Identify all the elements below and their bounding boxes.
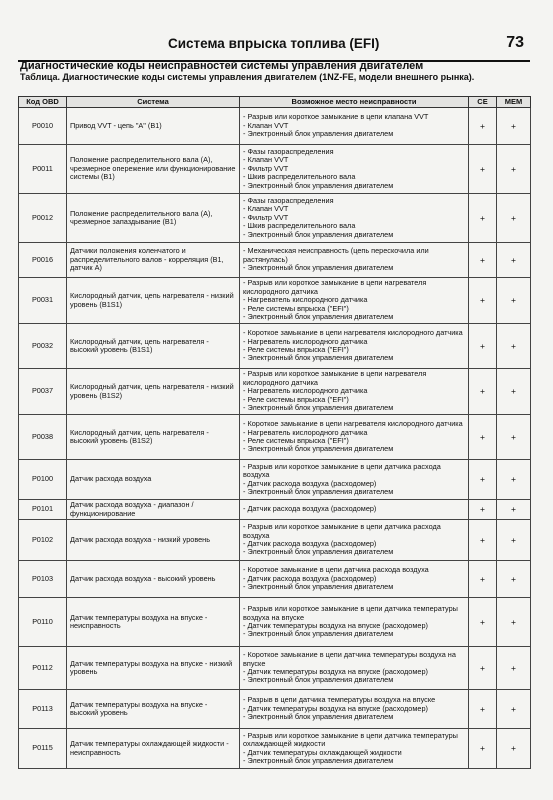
obd-code: P0103 — [19, 561, 67, 598]
system-description: Положение распределительного вала (A), чрезмерное запаздывание (B1) — [67, 194, 240, 243]
ce-mark: + — [469, 324, 497, 369]
ce-mark: + — [469, 108, 497, 145]
mem-mark: + — [497, 500, 531, 520]
possible-cause: - Разрыв или короткое замыкание в цепи датчика расхода воздуха - Датчик расхода воздуха (расходомер) - Электронный блок управления двигателем — [240, 520, 469, 561]
obd-code: P0038 — [19, 415, 67, 460]
possible-cause: - Разрыв или короткое замыкание в цепи клапана VVT - Клапан VVT - Электронный блок управления двигателем — [240, 108, 469, 145]
table-row — [19, 194, 531, 243]
obd-code: P0115 — [19, 729, 67, 769]
mem-mark: + — [497, 243, 531, 278]
table-row — [19, 145, 531, 194]
ce-mark: + — [469, 690, 497, 729]
table-caption: Таблица. Диагностические коды системы управления двигателем (1NZ-FE, модели внешнего рынка). — [20, 72, 475, 82]
ce-mark: + — [469, 460, 497, 500]
system-description: Датчики положения коленчатого и распределительного валов - корреляция (B1, датчик A) — [67, 243, 240, 278]
ce-mark: + — [469, 278, 497, 324]
system-description: Датчик расхода воздуха — [67, 460, 240, 500]
system-description: Положение распределительного вала (A), чрезмерное опережение или функционирование системы (B1) — [67, 145, 240, 194]
column-header-cause: Возможное место неисправности — [240, 97, 469, 108]
mem-mark: + — [497, 729, 531, 769]
system-description: Привод VVT - цепь "A" (B1) — [67, 108, 240, 145]
system-description: Датчик расхода воздуха - низкий уровень — [67, 520, 240, 561]
ce-mark: + — [469, 729, 497, 769]
mem-mark: + — [497, 324, 531, 369]
page-title: Система впрыска топлива (EFI) — [168, 36, 380, 51]
table-row — [19, 460, 531, 500]
mem-mark: + — [497, 690, 531, 729]
obd-code: P0037 — [19, 369, 67, 415]
table-row — [19, 647, 531, 690]
column-header-mem: MEM — [497, 97, 531, 108]
ce-mark: + — [469, 194, 497, 243]
obd-code: P0010 — [19, 108, 67, 145]
table-row — [19, 369, 531, 415]
system-description: Кислородный датчик, цепь нагревателя - низкий уровень (B1S2) — [67, 369, 240, 415]
ce-mark: + — [469, 561, 497, 598]
obd-code: P0100 — [19, 460, 67, 500]
ce-mark: + — [469, 500, 497, 520]
column-header-code: Код OBD — [19, 97, 67, 108]
page-header — [18, 34, 530, 62]
mem-mark: + — [497, 145, 531, 194]
mem-mark: + — [497, 194, 531, 243]
obd-code: P0112 — [19, 647, 67, 690]
table-row — [19, 729, 531, 769]
ce-mark: + — [469, 145, 497, 194]
obd-code: P0113 — [19, 690, 67, 729]
table-row — [19, 690, 531, 729]
table-row — [19, 108, 531, 145]
mem-mark: + — [497, 460, 531, 500]
mem-mark: + — [497, 278, 531, 324]
table-row — [19, 500, 531, 520]
obd-code: P0102 — [19, 520, 67, 561]
ce-mark: + — [469, 243, 497, 278]
possible-cause: - Короткое замыкание в цепи нагревателя кислородного датчика - Нагреватель кислородного датчика - Реле системы впрыска ("EFI") - Электронный блок управления двигателем — [240, 415, 469, 460]
possible-cause: - Разрыв в цепи датчика температуры воздуха на впуске - Датчик температуры воздуха на впуске (расходомер) - Электронный блок управления двигателем — [240, 690, 469, 729]
mem-mark: + — [497, 598, 531, 647]
column-header-ce: CE — [469, 97, 497, 108]
system-description: Датчик расхода воздуха - диапазон / функционирование — [67, 500, 240, 520]
table-row — [19, 324, 531, 369]
table-row — [19, 598, 531, 647]
system-description: Датчик температуры воздуха на впуске - неисправность — [67, 598, 240, 647]
ce-mark: + — [469, 598, 497, 647]
obd-code: P0032 — [19, 324, 67, 369]
table-row — [19, 520, 531, 561]
mem-mark: + — [497, 520, 531, 561]
column-header-system: Система — [67, 97, 240, 108]
system-description: Кислородный датчик, цепь нагревателя - высокий уровень (B1S1) — [67, 324, 240, 369]
system-description: Датчик температуры воздуха на впуске - высокий уровень — [67, 690, 240, 729]
possible-cause: - Короткое замыкание в цепи датчика температуры воздуха на впуске - Датчик температуры воздуха на впуске (расходомер) - Электронный блок управления двигателем — [240, 647, 469, 690]
table-row — [19, 243, 531, 278]
mem-mark: + — [497, 647, 531, 690]
mem-mark: + — [497, 369, 531, 415]
mem-mark: + — [497, 415, 531, 460]
ce-mark: + — [469, 647, 497, 690]
possible-cause: - Датчик расхода воздуха (расходомер) — [240, 500, 469, 520]
obd-code: P0031 — [19, 278, 67, 324]
possible-cause: - Разрыв или короткое замыкание в цепи датчика температуры воздуха на впуске - Датчик температуры воздуха на впуске (расходомер) - Электронный блок управления двигателем — [240, 598, 469, 647]
ce-mark: + — [469, 369, 497, 415]
obd-code: P0016 — [19, 243, 67, 278]
section-heading: Диагностические коды неисправностей системы управления двигателем — [20, 60, 424, 72]
possible-cause: - Фазы газораспределения - Клапан VVT - Фильтр VVT - Шкив распределительного вала - Электронный блок управления двигателем — [240, 194, 469, 243]
dtc-table — [18, 96, 531, 769]
obd-code: P0011 — [19, 145, 67, 194]
ce-mark: + — [469, 520, 497, 561]
system-description: Датчик расхода воздуха - высокий уровень — [67, 561, 240, 598]
table-row — [19, 278, 531, 324]
system-description: Кислородный датчик, цепь нагревателя - высокий уровень (B1S2) — [67, 415, 240, 460]
possible-cause: - Разрыв или короткое замыкание в цепи нагревателя кислородного датчика - Нагреватель кислородного датчика - Реле системы впрыска ("EFI") - Электронный блок управления двигателем — [240, 369, 469, 415]
obd-code: P0110 — [19, 598, 67, 647]
table-row — [19, 415, 531, 460]
possible-cause: - Фазы газораспределения - Клапан VVT - Фильтр VVT - Шкив распределительного вала - Электронный блок управления двигателем — [240, 145, 469, 194]
table-row — [19, 561, 531, 598]
system-description: Датчик температуры воздуха на впуске - низкий уровень — [67, 647, 240, 690]
possible-cause: - Разрыв или короткое замыкание в цепи датчика расхода воздуха - Датчик расхода воздуха (расходомер) - Электронный блок управления двигателем — [240, 460, 469, 500]
ce-mark: + — [469, 415, 497, 460]
mem-mark: + — [497, 561, 531, 598]
table-header-row — [19, 97, 531, 108]
possible-cause: - Разрыв или короткое замыкание в цепи нагревателя кислородного датчика - Нагреватель кислородного датчика - Реле системы впрыска ("EFI") - Электронный блок управления двигателем — [240, 278, 469, 324]
possible-cause: - Короткое замыкание в цепи датчика расхода воздуха - Датчик расхода воздуха (расходомер) - Электронный блок управления двигателем — [240, 561, 469, 598]
possible-cause: - Разрыв или короткое замыкание в цепи датчика температуры охлаждающей жидкости - Датчик температуры охлаждающей жидкости - Электронный блок управления двигателем — [240, 729, 469, 769]
obd-code: P0012 — [19, 194, 67, 243]
mem-mark: + — [497, 108, 531, 145]
system-description: Кислородный датчик, цепь нагревателя - низкий уровень (B1S1) — [67, 278, 240, 324]
possible-cause: - Механическая неисправность (цепь перескочила или растянулась) - Электронный блок управления двигателем — [240, 243, 469, 278]
page-number: 73 — [506, 34, 524, 51]
possible-cause: - Короткое замыкание в цепи нагревателя кислородного датчика - Нагреватель кислородного датчика - Реле системы впрыска ("EFI") - Электронный блок управления двигателем — [240, 324, 469, 369]
system-description: Датчик температуры охлаждающей жидкости - неисправность — [67, 729, 240, 769]
obd-code: P0101 — [19, 500, 67, 520]
